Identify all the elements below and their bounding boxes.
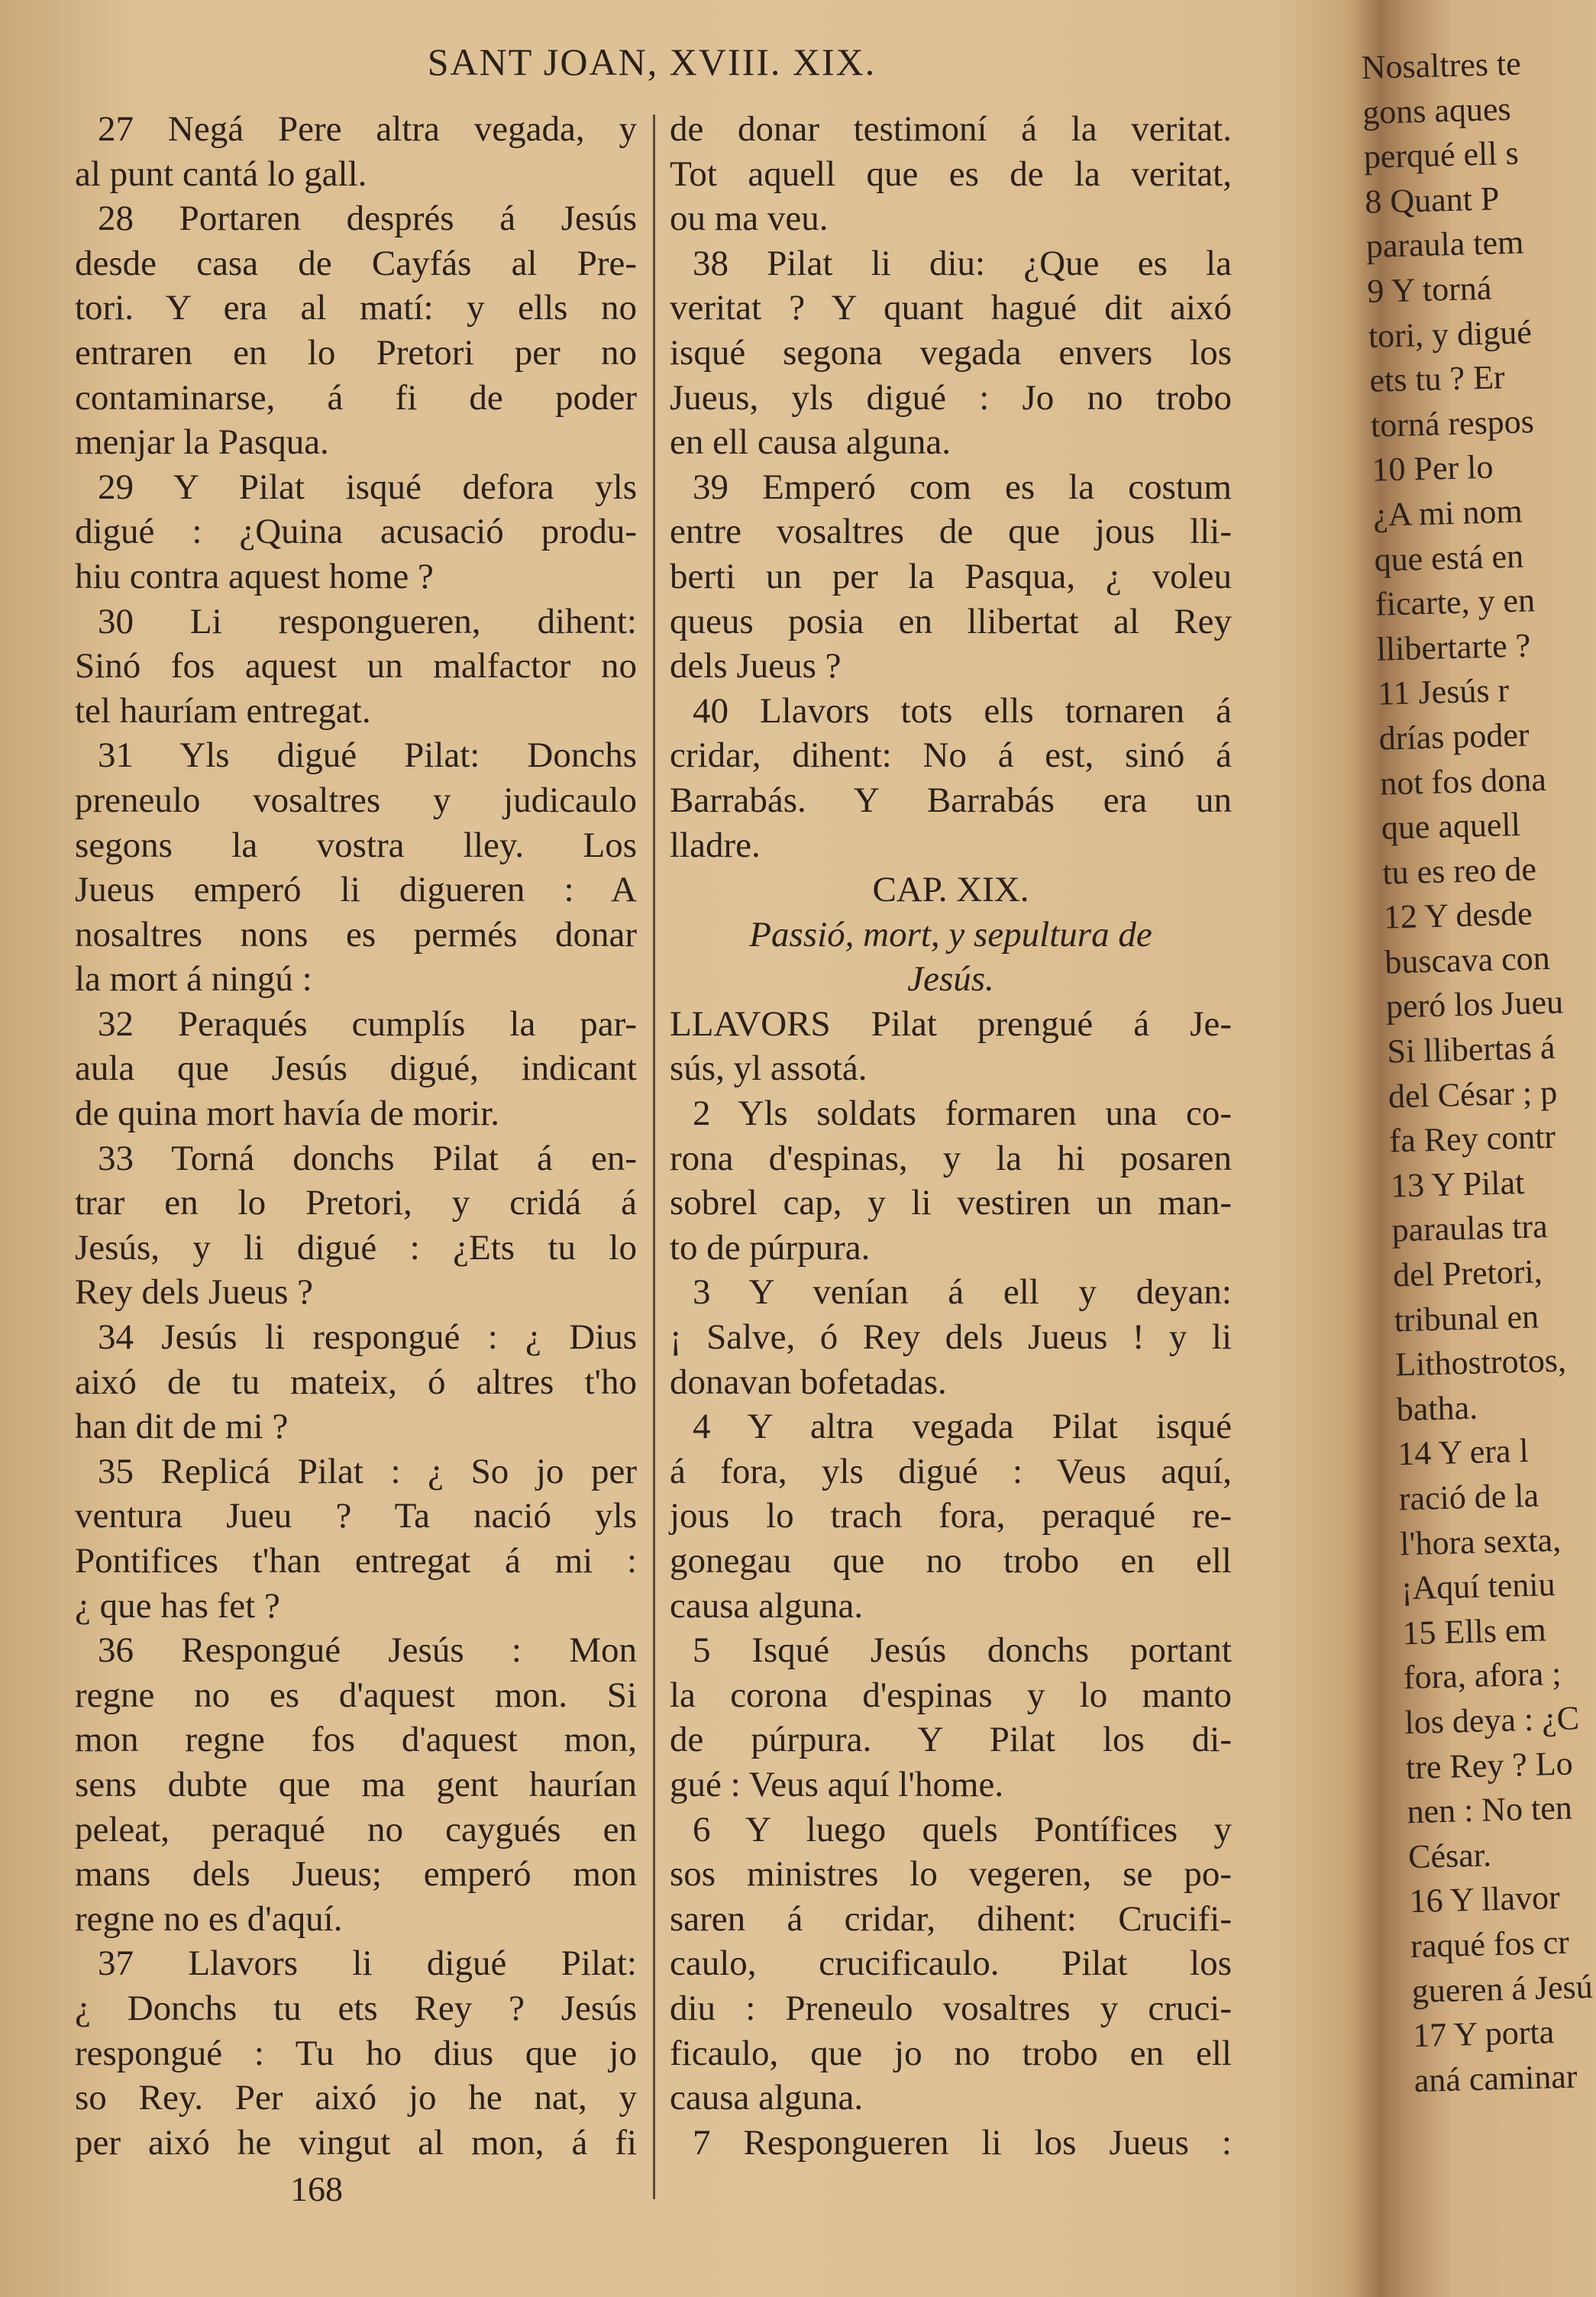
- verse-paragraph: [670, 1002, 1232, 1091]
- text-line: donavan bofetadas.: [670, 1362, 947, 1402]
- text-line: á fora, yls digué : Veus aquí,: [670, 1451, 1232, 1491]
- text-line: dels Jueus ?: [670, 646, 842, 687]
- verse-paragraph: [75, 1136, 637, 1315]
- verse-paragraph: [670, 1808, 1232, 2121]
- facing-page-line: buscava con: [1384, 939, 1551, 981]
- text-line: preneulo vosaltres y judicaulo: [75, 780, 637, 820]
- text-line: aula que Jesús digué, indicant: [75, 1048, 637, 1089]
- text-line: 5 Isqué Jesús donchs portant: [693, 1630, 1232, 1671]
- text-line: 27 Negá Pere altra vegada, y: [98, 109, 637, 149]
- text-line: mans dels Jueus; emperó mon: [75, 1854, 637, 1895]
- facing-page-partial: [1361, 41, 1594, 2103]
- text-line: diu : Preneulo vosaltres y cruci-: [670, 1988, 1232, 2028]
- text-line: 40 Llavors tots ells tornaren á: [693, 690, 1232, 731]
- facing-page-line: llibertarte ?: [1376, 626, 1531, 668]
- text-line: causa alguna.: [670, 1585, 864, 1626]
- facing-page-line: tribunal en: [1394, 1297, 1539, 1339]
- text-line: regne no es d'aquest mon. Si: [75, 1675, 637, 1715]
- verse-paragraph: [670, 465, 1232, 689]
- text-line: Jesús, y li digué : ¿Ets tu lo: [75, 1227, 637, 1268]
- facing-page-line: raqué fos cr: [1410, 1923, 1570, 1966]
- text-line: 38 Pilat li diu: ¿Que es la: [693, 243, 1232, 283]
- text-line: al punt cantá lo gall.: [75, 153, 367, 194]
- verse-paragraph: [75, 107, 637, 196]
- text-line: rona d'espinas, y la hi posaren: [670, 1138, 1232, 1178]
- facing-page-line: ficarte, y en: [1375, 581, 1536, 623]
- text-line: lladre.: [670, 825, 761, 865]
- text-line: sobrel cap, y li vestiren un man-: [670, 1183, 1232, 1223]
- left-text-column: [75, 107, 637, 2165]
- facing-page-line: que aquell: [1381, 805, 1521, 847]
- verse-paragraph: [75, 599, 637, 734]
- text-line: 4 Y altra vegada Pilat isqué: [693, 1407, 1232, 1447]
- facing-page-line: 13 Y Pilat: [1390, 1163, 1525, 1205]
- text-line: la corona d'espinas y lo manto: [670, 1675, 1232, 1715]
- text-line: de donar testimoní á la veritat.: [670, 109, 1232, 149]
- text-line: de quina mort havía de morir.: [75, 1094, 500, 1134]
- facing-page-line: 9 Y torná: [1366, 269, 1492, 310]
- text-line: han dit de mi ?: [75, 1407, 289, 1447]
- text-line: 31 Yls digué Pilat: Donchs: [98, 735, 637, 776]
- text-line: Sinó fos aquest un malfactor no: [75, 646, 637, 687]
- text-line: regne no es d'aquí.: [75, 1898, 343, 1939]
- text-line: so Rey. Per aixó jo he nat, y: [75, 2078, 637, 2118]
- facing-page-line: perqué ell s: [1363, 134, 1520, 176]
- facing-page-line: 11 Jesús r: [1377, 671, 1510, 713]
- facing-page-line: tu es reo de: [1381, 850, 1537, 892]
- facing-page-line: tre Rey ? Lo: [1405, 1744, 1574, 1786]
- text-line: gué : Veus aquí l'home.: [670, 1764, 1004, 1804]
- facing-page-line: drías poder: [1378, 716, 1530, 758]
- text-line: cridar, dihent: No á est, sinó á: [670, 735, 1232, 776]
- text-line: 39 Emperó com es la costum: [693, 467, 1232, 507]
- facing-page-line: nen : No ten: [1406, 1788, 1573, 1831]
- text-line: Jueus emperó li digueren : A: [75, 870, 637, 910]
- text-line: 28 Portaren després á Jesús: [98, 199, 637, 239]
- facing-page-line: batha.: [1396, 1388, 1478, 1429]
- text-line: respongué : Tu ho dius que jo: [75, 2033, 637, 2073]
- text-line: jous lo trach fora, peraqué re-: [670, 1496, 1232, 1536]
- text-line: to de púrpura.: [670, 1227, 871, 1268]
- text-line: 35 Replicá Pilat : ¿ So jo per: [98, 1451, 637, 1491]
- text-line: ¿ que has fet ?: [75, 1585, 280, 1626]
- facing-page-line: Nosaltres te: [1361, 44, 1522, 86]
- text-line: aixó de tu mateix, ó altres t'ho: [75, 1362, 637, 1402]
- text-line: tel hauríam entregat.: [75, 690, 371, 731]
- facing-page-line: los deya : ¿C: [1404, 1699, 1580, 1742]
- text-line: 34 Jesús li respongué : ¿ Dius: [98, 1317, 637, 1358]
- text-line: CAP. XIX.: [872, 870, 1029, 910]
- text-line: 33 Torná donchs Pilat á en-: [98, 1138, 637, 1178]
- text-line: saren á cridar, dihent: Crucifi-: [670, 1898, 1232, 1939]
- facing-page-line: torná respos: [1370, 402, 1535, 444]
- facing-page-line: 8 Quant P: [1364, 179, 1500, 221]
- facing-page-line: 16 Y llavor: [1408, 1879, 1561, 1921]
- verse-paragraph: [670, 1628, 1232, 1807]
- text-line: peleat, peraqué no caygués en: [75, 1809, 637, 1850]
- column-divider: [653, 115, 655, 2199]
- text-line: 36 Respongué Jesús : Mon: [98, 1630, 637, 1671]
- text-line: digué : ¿Quina acusació produ-: [75, 512, 637, 552]
- text-line: trar en lo Pretori, y cridá á: [75, 1183, 637, 1223]
- text-line: queus posia en llibertat al Rey: [670, 601, 1232, 641]
- text-line: ventura Jueu ? Ta nació yls: [75, 1496, 637, 1536]
- facing-page-line: aná caminar: [1413, 2057, 1578, 2099]
- verse-paragraph: [75, 1002, 637, 1136]
- right-text-column: [670, 107, 1232, 2165]
- running-header: SANT JOAN, XVIII. XIX.: [427, 40, 877, 83]
- verse-paragraph: [75, 1941, 637, 2165]
- facing-page-line: paraulas tra: [1391, 1207, 1549, 1249]
- text-line: 7 Respongueren li los Jueus :: [693, 2122, 1232, 2163]
- text-line: Rey dels Jueus ?: [75, 1272, 313, 1313]
- facing-page-line: Lithostrotos,: [1394, 1341, 1567, 1384]
- facing-page-line: ¿A mi nom: [1372, 492, 1523, 534]
- text-line: 2 Yls soldats formaren una co-: [693, 1094, 1232, 1134]
- chapter-subtitle: [670, 913, 1232, 1002]
- facing-page-line: que está en: [1373, 537, 1524, 579]
- verse-paragraph: [75, 1315, 637, 1449]
- verse-paragraph: [670, 1091, 1232, 1270]
- facing-page-line: peró los Jueu: [1385, 983, 1564, 1026]
- facing-page-line: gueren á Jesú: [1411, 1967, 1594, 2010]
- text-line: caulo, crucificaulo. Pilat los: [670, 1943, 1232, 1984]
- text-line: 32 Peraqués cumplís la par-: [98, 1003, 637, 1044]
- verse-paragraph: [670, 2121, 1232, 2166]
- text-line: ¿ Donchs tu ets Rey ? Jesús: [75, 1988, 637, 2028]
- facing-page-line: l'hora sexta,: [1399, 1520, 1562, 1562]
- text-line: berti un per la Pasqua, ¿ voleu: [670, 556, 1232, 596]
- facing-page-line: ets tu ? Er: [1368, 358, 1506, 399]
- facing-page-line: 10 Per lo: [1371, 448, 1494, 489]
- facing-page-line: 14 Y era l: [1397, 1432, 1530, 1473]
- text-line: ficaulo, que jo no trobo en ell: [670, 2033, 1232, 2073]
- facing-page-line: fora, afora ;: [1403, 1655, 1562, 1697]
- text-line: mon regne fos d'aquest mon,: [75, 1720, 637, 1760]
- facing-page-line: ració de la: [1398, 1476, 1539, 1518]
- facing-page-line: 17 Y porta: [1412, 2013, 1555, 2055]
- text-line: en ell causa alguna.: [670, 422, 951, 463]
- text-line: desde casa de Cayfás al Pre-: [75, 243, 637, 283]
- facing-page-line: fa Rey contr: [1388, 1118, 1556, 1160]
- text-line: de púrpura. Y Pilat los di-: [670, 1720, 1232, 1760]
- verse-paragraph: [670, 1404, 1232, 1628]
- facing-page-line: 15 Ells em: [1401, 1610, 1547, 1652]
- text-line: Passió, mort, y sepultura de: [749, 914, 1152, 955]
- facing-page-line: del Pretori,: [1392, 1252, 1543, 1294]
- text-line: tori. Y era al matí: y ells no: [75, 288, 637, 328]
- verse-paragraph: [670, 1270, 1232, 1404]
- text-line: hiu contra aquest home ?: [75, 556, 434, 596]
- text-line: 6 Y luego quels Pontífices y: [693, 1809, 1232, 1850]
- text-line: Pontifices t'han entregat á mi :: [75, 1541, 637, 1581]
- chapter-heading: [670, 867, 1232, 913]
- text-line: Barrabás. Y Barrabás era un: [670, 780, 1232, 820]
- text-line: Jueus, yls digué : Jo no trobo: [670, 377, 1232, 418]
- text-line: LLAVORS Pilat prengué á Je-: [670, 1003, 1232, 1044]
- text-line: contaminarse, á fi de poder: [75, 377, 637, 418]
- verse-paragraph: [670, 689, 1232, 867]
- text-line: ¡ Salve, ó Rey dels Jueus ! y li: [670, 1317, 1232, 1358]
- text-line: segons la vostra lley. Los: [75, 825, 637, 865]
- text-line: isqué segona vegada envers los: [670, 332, 1232, 373]
- text-line: ou ma veu.: [670, 199, 829, 239]
- facing-page-line: paraula tem: [1365, 223, 1524, 266]
- facing-page-line: Si llibertas á: [1386, 1028, 1556, 1071]
- text-line: Tot aquell que es de la veritat,: [670, 153, 1232, 194]
- text-line: menjar la Pasqua.: [75, 422, 329, 463]
- facing-page-line: ¡Aquí teniu: [1401, 1565, 1556, 1607]
- text-line: sens dubte que ma gent haurían: [75, 1764, 637, 1804]
- text-line: sús, yl assotá.: [670, 1048, 867, 1089]
- text-line: veritat ? Y quant hagué dit aixó: [670, 288, 1232, 328]
- facing-page-line: 12 Y desde: [1383, 894, 1533, 936]
- text-line: 3 Y venían á ell y deyan:: [693, 1272, 1232, 1313]
- text-line: per aixó he vingut al mon, á fi: [75, 2122, 637, 2163]
- text-line: la mort á ningú :: [75, 959, 312, 1000]
- verse-paragraph: [670, 107, 1232, 241]
- verse-paragraph: [75, 196, 637, 465]
- page-number: 168: [290, 2169, 343, 2208]
- text-line: 30 Li respongueren, dihent:: [98, 601, 637, 641]
- facing-page-line: not fos dona: [1379, 760, 1547, 803]
- facing-page-line: gons aques: [1362, 89, 1512, 131]
- verse-paragraph: [75, 465, 637, 599]
- verse-paragraph: [75, 733, 637, 1002]
- text-line: 29 Y Pilat isqué defora yls: [98, 467, 637, 507]
- text-line: Jesús.: [907, 959, 994, 1000]
- text-line: nosaltres nons es permés donar: [75, 914, 637, 955]
- text-line: gonegau que no trobo en ell: [670, 1541, 1232, 1581]
- verse-paragraph: [75, 1628, 637, 1941]
- facing-page-line: César.: [1407, 1836, 1492, 1875]
- verse-paragraph: [670, 241, 1232, 465]
- text-line: entre vosaltres de que jous lli-: [670, 512, 1232, 552]
- text-line: causa alguna.: [670, 2078, 864, 2118]
- verse-paragraph: [75, 1449, 637, 1628]
- text-line: 37 Llavors li digué Pilat:: [98, 1943, 637, 1984]
- text-line: sos ministres lo vegeren, se po-: [670, 1854, 1232, 1895]
- facing-page-line: tori, y digué: [1368, 312, 1533, 355]
- facing-page-line: del César ; p: [1388, 1073, 1558, 1116]
- text-line: entraren en lo Pretori per no: [75, 332, 637, 373]
